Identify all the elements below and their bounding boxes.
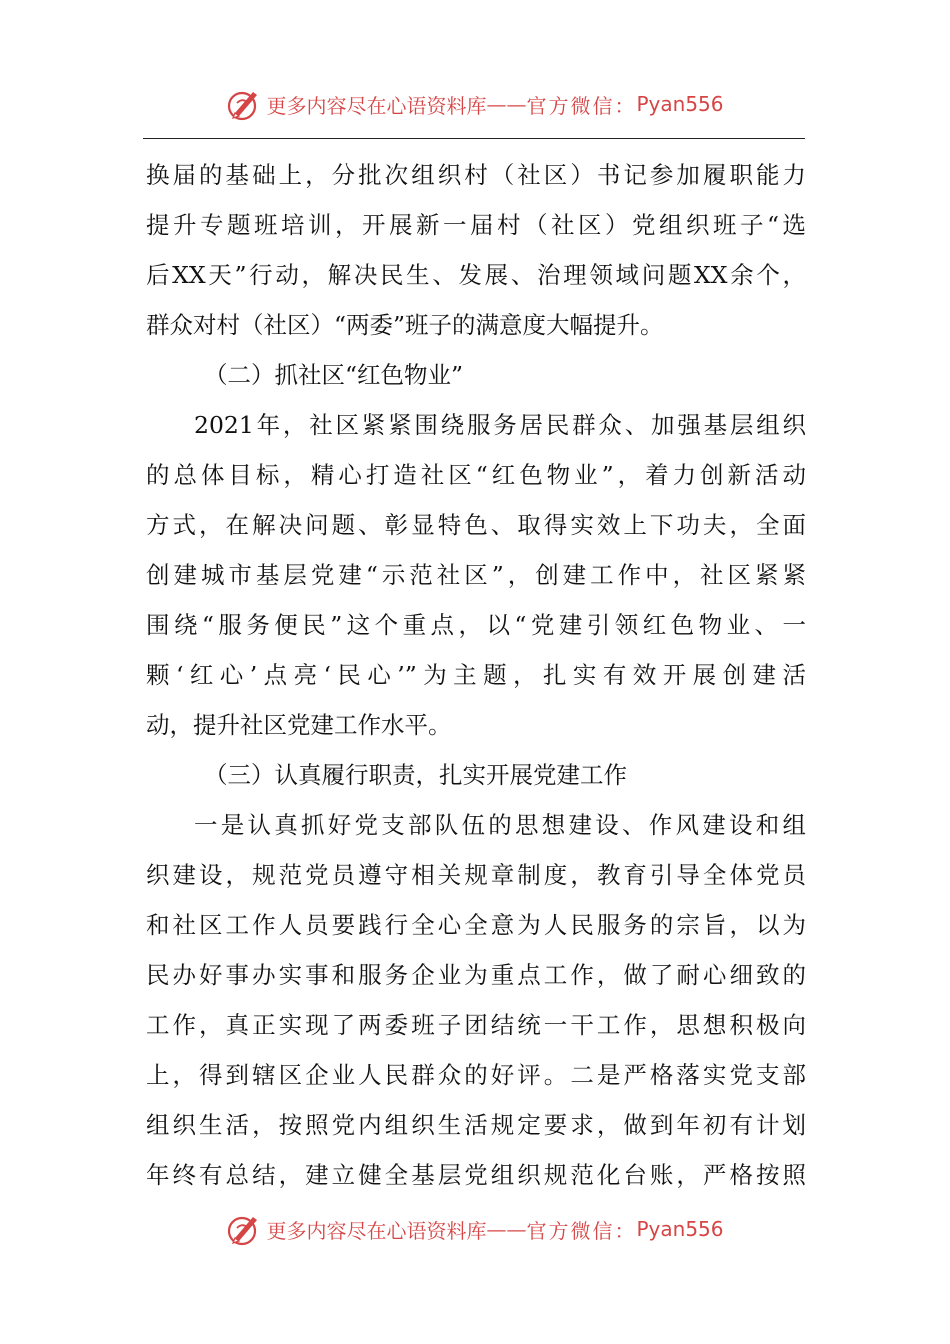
paragraph bbox=[146, 800, 806, 1200]
text-line: 换届的基础上，分批次组织村（社区）书记参加履职能力 bbox=[146, 161, 806, 189]
wechat-id: Pyan556 bbox=[636, 92, 724, 116]
header-banner bbox=[0, 84, 950, 124]
text-line: 上，得到辖区企业人民群众的好评。二是严格落实党支部 bbox=[146, 1061, 806, 1089]
text-line: 提升专题班培训，开展新一届村（社区）党组织班子“选 bbox=[146, 211, 806, 239]
text-line: 和社区工作人员要践行全心全意为人民服务的宗旨，以为 bbox=[146, 911, 806, 939]
text-line: 年终有总结，建立健全基层党组织规范化台账，严格按照 bbox=[146, 1161, 806, 1189]
text-line: 一是认真抓好党支部队伍的思想建设、作风建设和组 bbox=[194, 811, 806, 839]
text-line: 群众对村（社区）“两委”班子的满意度大幅提升。 bbox=[146, 311, 664, 339]
banner-separator: —— bbox=[486, 92, 527, 116]
section-heading: （三）认真履行职责，扎实开展党建工作 bbox=[204, 761, 627, 789]
promo-text: 更多内容尽在心语资料库 bbox=[266, 93, 487, 118]
wechat-id: Pyan556 bbox=[636, 1217, 724, 1241]
text-line: 的总体目标，精心打造社区“红色物业”，着力创新活动 bbox=[146, 461, 806, 489]
banner-separator: —— bbox=[486, 1217, 527, 1241]
text-line: 组织生活，按照党内组织生活规定要求，做到年初有计划 bbox=[146, 1111, 806, 1139]
pen-logo-icon bbox=[226, 1211, 262, 1247]
text-line: 创建城市基层党建“示范社区”，创建工作中，社区紧紧 bbox=[146, 561, 806, 589]
text-line: 围绕“服务便民”这个重点，以“党建引领红色物业、一 bbox=[146, 611, 806, 639]
text-line: 民办好事办实事和服务企业为重点工作，做了耐心细致的 bbox=[146, 961, 806, 989]
text-line: 后XX天”行动，解决民生、发展、治理领域问题XX余个， bbox=[146, 261, 806, 289]
section-heading: （二）抓社区“红色物业” bbox=[204, 361, 464, 389]
text-line: 织建设，规范党员遵守相关规章制度，教育引导全体党员 bbox=[146, 861, 806, 889]
footer-banner bbox=[0, 1209, 950, 1249]
text-line: 2021年，社区紧紧围绕服务居民群众、加强基层组织 bbox=[194, 411, 806, 439]
wechat-label: 官方微信： bbox=[526, 1218, 637, 1243]
text-line: 动，提升社区党建工作水平。 bbox=[146, 711, 452, 739]
text-line: 方式，在解决问题、彰显特色、取得实效上下功夫，全面 bbox=[146, 511, 806, 539]
text-line: 工作，真正实现了两委班子团结统一干工作，思想积极向 bbox=[146, 1011, 806, 1039]
document-body bbox=[146, 150, 806, 1200]
paragraph bbox=[146, 400, 806, 750]
pen-logo-icon bbox=[226, 86, 262, 122]
promo-text: 更多内容尽在心语资料库 bbox=[266, 1218, 487, 1243]
paragraph bbox=[146, 150, 806, 350]
text-line: 颗‘红心’点亮‘民心’”为主题，扎实有效开展创建活 bbox=[146, 661, 806, 689]
wechat-label: 官方微信： bbox=[526, 93, 637, 118]
header-divider bbox=[143, 138, 805, 139]
